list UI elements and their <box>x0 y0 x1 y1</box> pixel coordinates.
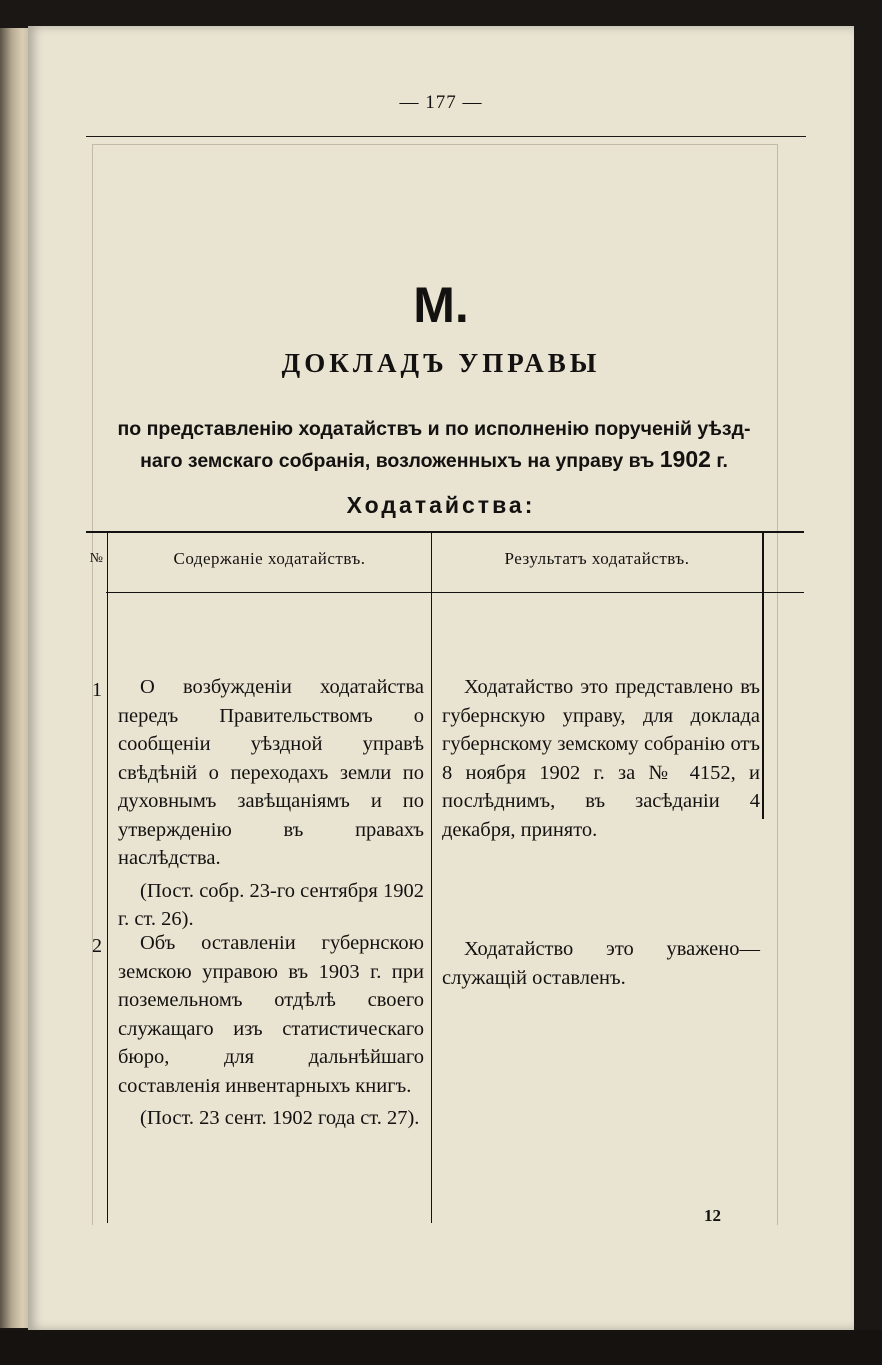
column-rule-1 <box>107 533 108 1223</box>
scan-bottom-edge <box>0 1330 882 1365</box>
section-letter: М. <box>413 277 469 333</box>
row-2-content-text: Объ оставленіи губернскою земскою управою въ 1903 г. при поземельномъ отдѣлѣ своего служащаго изъ статистическаго бюро, для дальнѣйшаго составленія инвентарныхъ книгъ. <box>118 932 424 1097</box>
row-1-content-text: О возбужденіи ходатайства передъ Правительствомъ о сообщеніи уѣздной управѣ свѣдѣній о переходахъ земли по духовнымъ завѣщаніямъ и по утвержденію въ правахъ наслѣдства. <box>118 676 424 869</box>
subtitle-end: г. <box>716 450 728 472</box>
header-content: Содержаніе ходатайствъ. <box>173 549 366 568</box>
header-result: Результатъ ходатайствъ. <box>504 549 690 568</box>
page-folio: — 177 — <box>399 92 483 113</box>
row-2-reference: (Пост. 23 сент. 1902 года ст. 27). <box>140 1107 420 1129</box>
table-header-rule <box>106 592 804 593</box>
report-subtitle <box>84 414 784 476</box>
column-rule-3 <box>762 533 764 819</box>
row-2-result: Ходатайство это уважено—служащій оставленъ. <box>442 938 760 989</box>
document-page <box>28 26 854 1330</box>
subtitle-year: 1902 <box>659 446 711 472</box>
petitions-table <box>86 531 804 1223</box>
header-number: № <box>89 551 104 566</box>
row-1-number: 1 <box>92 679 102 701</box>
row-1-reference: (Пост. собр. 23-го сентября 1902 г. ст. 26). <box>118 879 424 930</box>
report-title: ДОКЛАДЪ УПРАВЫ <box>281 348 601 378</box>
sheet-number: 12 <box>704 1206 721 1225</box>
book-binding-edge <box>0 28 30 1328</box>
section-heading: Ходатайства: <box>346 492 536 518</box>
subtitle-line-2-text: наго земскаго собранія, возложенныхъ на управу въ <box>140 450 655 472</box>
top-rule <box>86 136 806 137</box>
subtitle-line-1: по представленію ходатайствъ и по исполненію порученій уѣзд- <box>117 418 751 440</box>
subtitle-line-2 <box>84 444 784 476</box>
row-1-content <box>118 673 424 934</box>
row-2-content <box>118 929 424 1133</box>
table-top-rule <box>86 531 804 533</box>
row-2-number: 2 <box>92 935 102 957</box>
row-1-result: Ходатайство это представлено въ губернскую управу, для доклада губернскому земскому собранію отъ 8 ноября 1902 г. за № 4152, и послѣднимъ, въ засѣданіи 4 декабря, принято. <box>442 676 760 841</box>
column-rule-2 <box>431 533 432 1223</box>
